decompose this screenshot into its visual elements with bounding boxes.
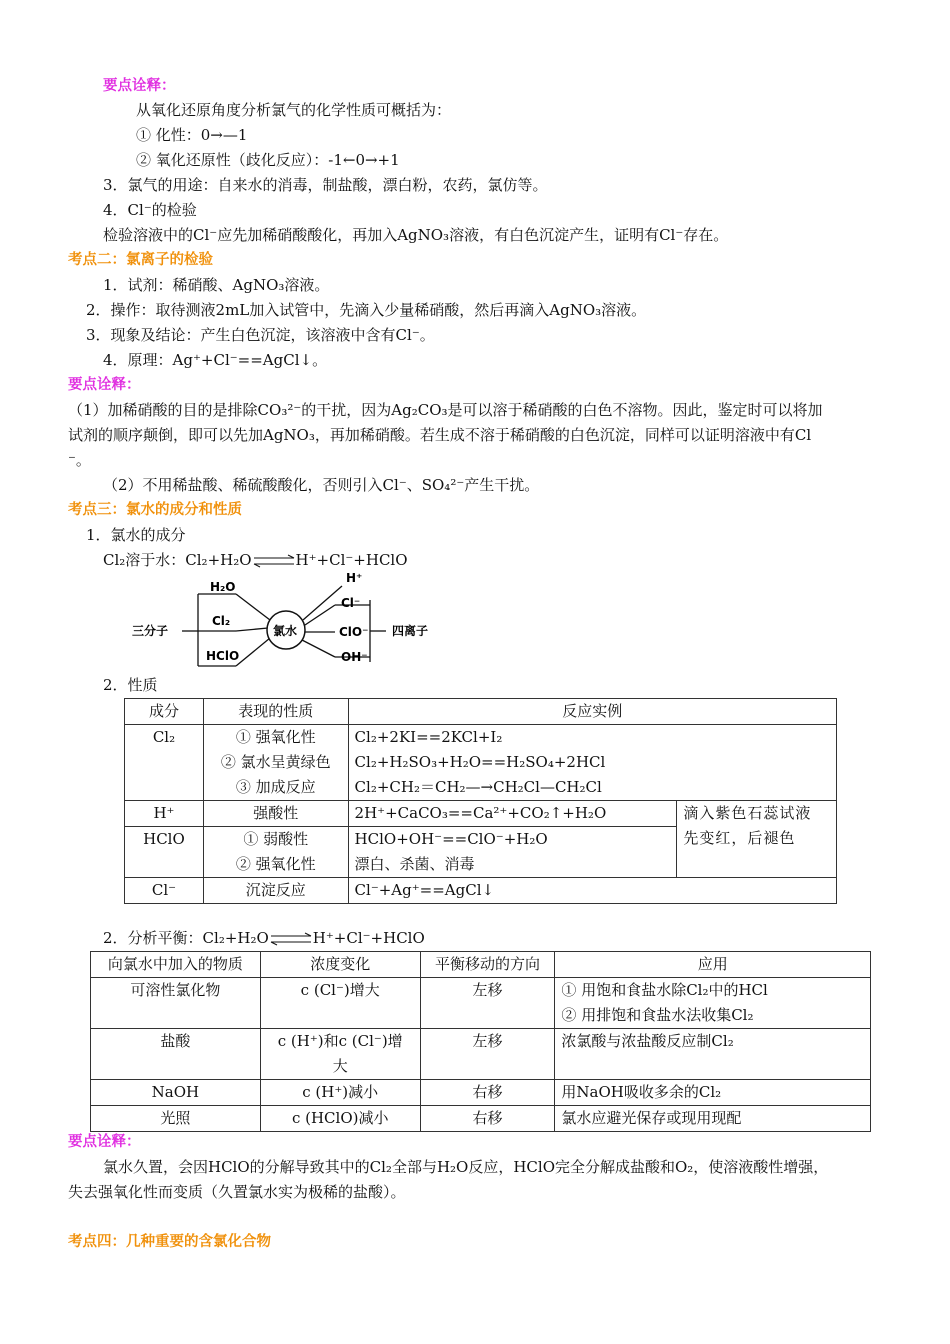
composition-title: 1．氯水的成分 [86,526,186,544]
table-header-row [125,699,837,725]
section-heading-2: 考点二：氯离子的检验 [68,252,213,268]
molecule-cl2: Cl₂ [212,614,231,628]
note-line-1: 氯水久置，会因HClO的分解导致其中的Cl₂全部与H₂O反应，HClO完全分解成盐酸和O₂，使溶液酸性增强， [103,1158,829,1176]
note-1-line-c: ⁻。 [68,451,91,469]
table-cell: 可溶性氯化物 [91,978,261,1029]
note-2-line: （2）不用稀盐酸、稀硫酸酸化，否则引入Cl⁻、SO₄²⁻产生干扰。 [103,476,540,494]
header-cell: 平衡移动的方向 [420,952,555,978]
property-cell: 强酸性 [203,801,348,827]
header-cell: 反应实例 [348,699,836,725]
component-cell: Cl⁻ [125,878,204,904]
table-cell: 光照 [91,1106,261,1132]
chlorine-water-diagram [130,570,450,670]
equilibrium-arrow-icon [252,554,296,568]
left-label: 三分子 [132,624,169,638]
chloride-test-title: 4．Cl⁻的检验 [103,201,197,219]
properties-table [124,698,837,904]
table-cell: NaOH [91,1080,261,1106]
properties-title: 2．性质 [103,676,158,694]
chloride-test-text: 检验溶液中的Cl⁻应先加稀硝酸酸化，再加入AgNO₃溶液，有白色沉淀产生，证明有Cl⁻存在。 [103,226,729,244]
component-cell: Cl₂ [125,725,204,801]
property-cell: 沉淀反应 [203,878,348,904]
equation-left: Cl₂溶于水：Cl₂+H₂O [103,551,252,569]
table-cell: ① 用饱和食盐水除Cl₂中的HCl ② 用排饱和食盐水法收集Cl₂ [555,978,871,1029]
component-cell: HClO [125,827,204,878]
header-cell: 浓度变化 [260,952,420,978]
property-cell: ① 弱酸性 ② 强氧化性 [203,827,348,878]
table-row [91,1106,871,1132]
molecule-hclo: HClO [206,649,240,663]
header-cell: 向氯水中加入的物质 [91,952,261,978]
table-row [91,1029,871,1080]
table-row [91,978,871,1029]
equation-right: H⁺+Cl⁻+HClO [295,551,408,569]
section-heading-4: 考点四：几种重要的含氯化合物 [68,1234,271,1250]
chlorine-uses: 3．氯气的用途：自来水的消毒，制盐酸，漂白粉，农药，氯仿等。 [103,176,548,194]
table-row [125,725,837,801]
table-cell: 盐酸 [91,1029,261,1080]
section-note-heading: 要点诠释： [68,1134,141,1150]
table-cell: 氯水应避光保存或现用现配 [555,1106,871,1132]
center-label: 氯水 [273,624,298,638]
table-cell: c (H⁺)减小 [260,1080,420,1106]
right-label: 四离子 [392,624,429,638]
ion-h: H⁺ [346,571,363,585]
redox-point-2: ② 氧化还原性（歧化反应）：-1←0→+1 [136,151,400,169]
table-cell: 左移 [420,1029,555,1080]
table-cell: c (Cl⁻)增大 [260,978,420,1029]
component-cell: H⁺ [125,801,204,827]
table-cell: 左移 [420,978,555,1029]
reagent-line: 1．试剂：稀硝酸、AgNO₃溶液。 [103,276,330,294]
table-cell: 右移 [420,1106,555,1132]
section-note-heading: 要点诠释： [103,78,176,94]
molecule-h2o: H₂O [210,580,236,594]
redox-point-1: ① 化性：0→—1 [136,126,248,144]
table-cell: c (HClO)减小 [260,1106,420,1132]
table-cell: 浓氯酸与浓盐酸反应制Cl₂ [555,1029,871,1080]
note-line-2: 失去强氧化性而变质（久置氯水实为极稀的盐酸）。 [68,1183,406,1201]
redox-intro: 从氧化还原角度分析氯气的化学性质可概括为： [136,101,452,119]
ion-oh: OH⁻ [341,650,368,664]
header-cell: 应用 [555,952,871,978]
reaction-cell: 2H⁺+CaCO₃==Ca²⁺+CO₂↑+H₂O [348,801,677,827]
phenomenon-line: 3．现象及结论：产生白色沉淀，该溶液中含有Cl⁻。 [86,326,435,344]
side-note-cell: 滴入紫色石蕊试液 先变红，后褪色 [677,801,837,878]
table-cell: 右移 [420,1080,555,1106]
table-row [125,801,837,827]
ion-cl: Cl⁻ [341,596,361,610]
property-cell: ① 强氧化性 ② 氯水呈黄绿色 ③ 加成反应 [203,725,348,801]
note-1-line-b: 试剂的顺序颠倒，即可以先加AgNO₃，再加稀硝酸。若生成不溶于稀硝酸的白色沉淀，同样可以证明溶液中有Cl [68,426,812,444]
principle-line: 4．原理：Ag⁺+Cl⁻==AgCl↓。 [103,351,328,369]
section-heading-3: 考点三：氯水的成分和性质 [68,502,242,518]
equilibrium-analysis: 2．分析平衡：Cl₂+H₂O H⁺+Cl⁻+HClO [103,929,425,947]
reaction-cell: Cl₂+2KI==2KCl+I₂ Cl₂+H₂SO₃+H₂O==H₂SO₄+2HCl Cl₂+CH₂＝CH₂—→CH₂Cl—CH₂Cl [348,725,836,801]
reaction-cell: HClO+OH⁻==ClO⁻+H₂O 漂白、杀菌、消毒 [348,827,677,878]
table-row [91,1080,871,1106]
equilibrium-table [90,951,871,1132]
table-header-row [91,952,871,978]
table-row [125,878,837,904]
section-note-heading: 要点诠释： [68,377,141,393]
equilibrium-arrow-icon [269,932,313,946]
ion-clo: ClO⁻ [339,625,369,639]
table-cell: 用NaOH吸收多余的Cl₂ [555,1080,871,1106]
reaction-cell: Cl⁻+Ag⁺==AgCl↓ [348,878,836,904]
note-1-line-a: （1）加稀硝酸的目的是排除CO₃²⁻的干扰，因为Ag₂CO₃是可以溶于稀硝酸的白色不溶物。因此，鉴定时可以将加 [68,401,823,419]
table-cell: c (H⁺)和c (Cl⁻)增 大 [260,1029,420,1080]
header-cell: 成分 [125,699,204,725]
operation-line: 2．操作：取待测液2mL加入试管中，先滴入少量稀硝酸，然后再滴入AgNO₃溶液。 [86,301,647,319]
header-cell: 表现的性质 [203,699,348,725]
